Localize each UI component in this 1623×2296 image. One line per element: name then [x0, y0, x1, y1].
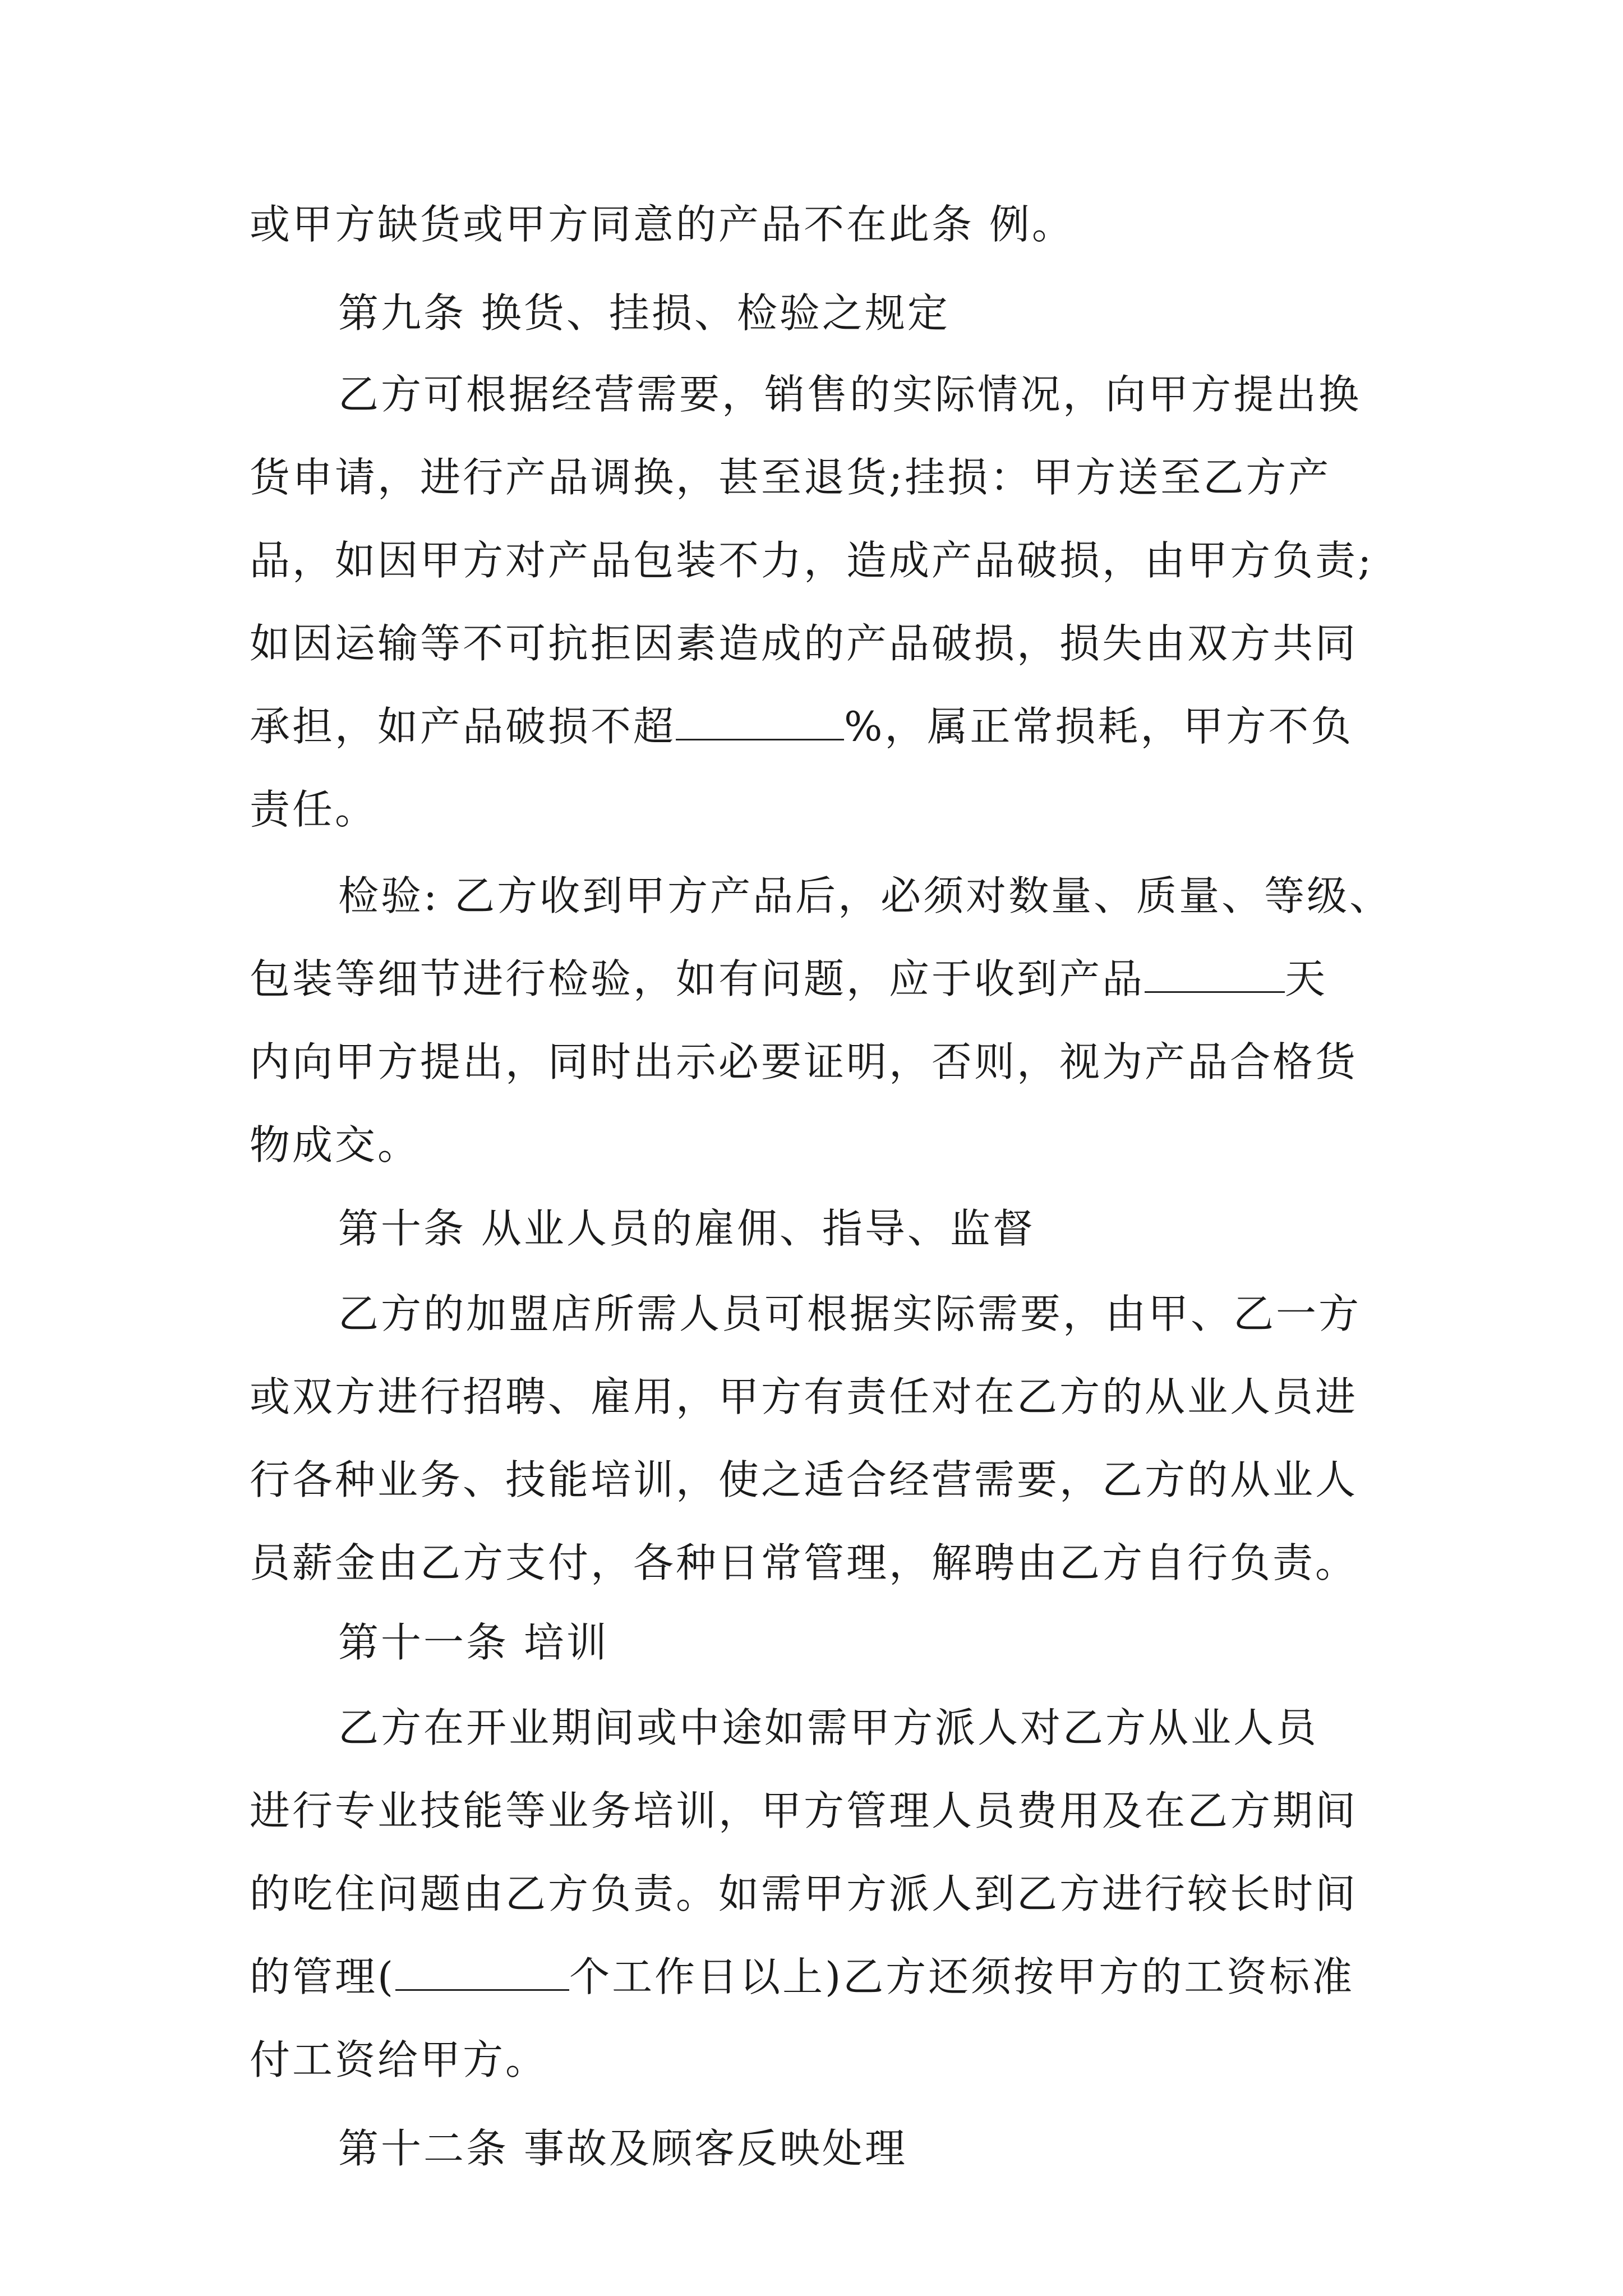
section-heading-article-11: 第十一条 培训	[338, 1619, 609, 1666]
paragraph-line: 行各种业务、技能培训，使之适合经营需要，乙方的从业人	[250, 1456, 1358, 1503]
paragraph-line: 员薪金由乙方支付，各种日常管理，解聘由乙方自行负责。	[250, 1539, 1358, 1586]
section-heading-article-9: 第九条 换货、挂损、检验之规定	[338, 289, 950, 337]
section-heading-article-12: 第十二条 事故及顾客反映处理	[338, 2125, 907, 2172]
fill-in-blank[interactable]	[395, 1949, 569, 1991]
paragraph-line: 进行专业技能等业务培训，甲方管理人员费用及在乙方期间	[250, 1787, 1358, 1834]
paragraph-line: 乙方在开业期间或中途如需甲方派人对乙方从业人员	[338, 1704, 1319, 1751]
fill-in-blank[interactable]	[1145, 951, 1285, 993]
fill-in-blank[interactable]	[676, 698, 844, 740]
paragraph-line-with-blank	[250, 693, 1399, 760]
paragraph-line: 如因运输等不可抗拒因素造成的产品破损，损失由双方共同	[250, 620, 1358, 667]
paragraph-line: 付工资给甲方。	[250, 2036, 548, 2083]
line-text-before-blank: 承担，如产品破损不超	[250, 703, 676, 750]
line-text-after-blank: 个工作日以上)乙方还须按甲方的工资标准	[569, 1953, 1355, 2000]
line-text-after-blank: %，属正常损耗，甲方不负	[844, 703, 1354, 750]
line-text-before-blank: 的管理(	[250, 1953, 396, 2000]
paragraph-line: 乙方可根据经营需要，销售的实际情况，向甲方提出换	[338, 371, 1362, 418]
paragraph-line: 乙方的加盟店所需人员可根据实际需要，由甲、乙一方	[338, 1290, 1362, 1337]
paragraph-line: 或双方进行招聘、雇用，甲方有责任对在乙方的从业人员进	[250, 1373, 1358, 1420]
paragraph-line: 的吃住问题由乙方负责。如需甲方派人到乙方进行较长时间	[250, 1870, 1358, 1917]
paragraph-line: 内向甲方提出，同时出示必要证明，否则，视为产品合格货	[250, 1038, 1358, 1085]
paragraph-line: 检验: 乙方收到甲方产品后，必须对数量、质量、等级、	[338, 872, 1393, 919]
paragraph-line-with-blank	[250, 1943, 1399, 2010]
paragraph-line-with-blank	[250, 945, 1399, 1013]
paragraph-line: 或甲方缺货或甲方同意的产品不在此条 例。	[250, 201, 1075, 248]
line-text-before-blank: 包装等细节进行检验，如有问题，应于收到产品	[250, 955, 1145, 1002]
paragraph-line: 责任。	[250, 786, 378, 833]
line-text-after-blank: 天	[1285, 955, 1328, 1002]
paragraph-line: 物成交。	[250, 1121, 421, 1168]
paragraph-line: 货申请，进行产品调换，甚至退货;挂损：甲方送至乙方产	[250, 454, 1331, 501]
paragraph-line: 品，如因甲方对产品包装不力，造成产品破损，由甲方负责;	[250, 537, 1374, 584]
section-heading-article-10: 第十条 从业人员的雇佣、指导、监督	[338, 1205, 1035, 1252]
